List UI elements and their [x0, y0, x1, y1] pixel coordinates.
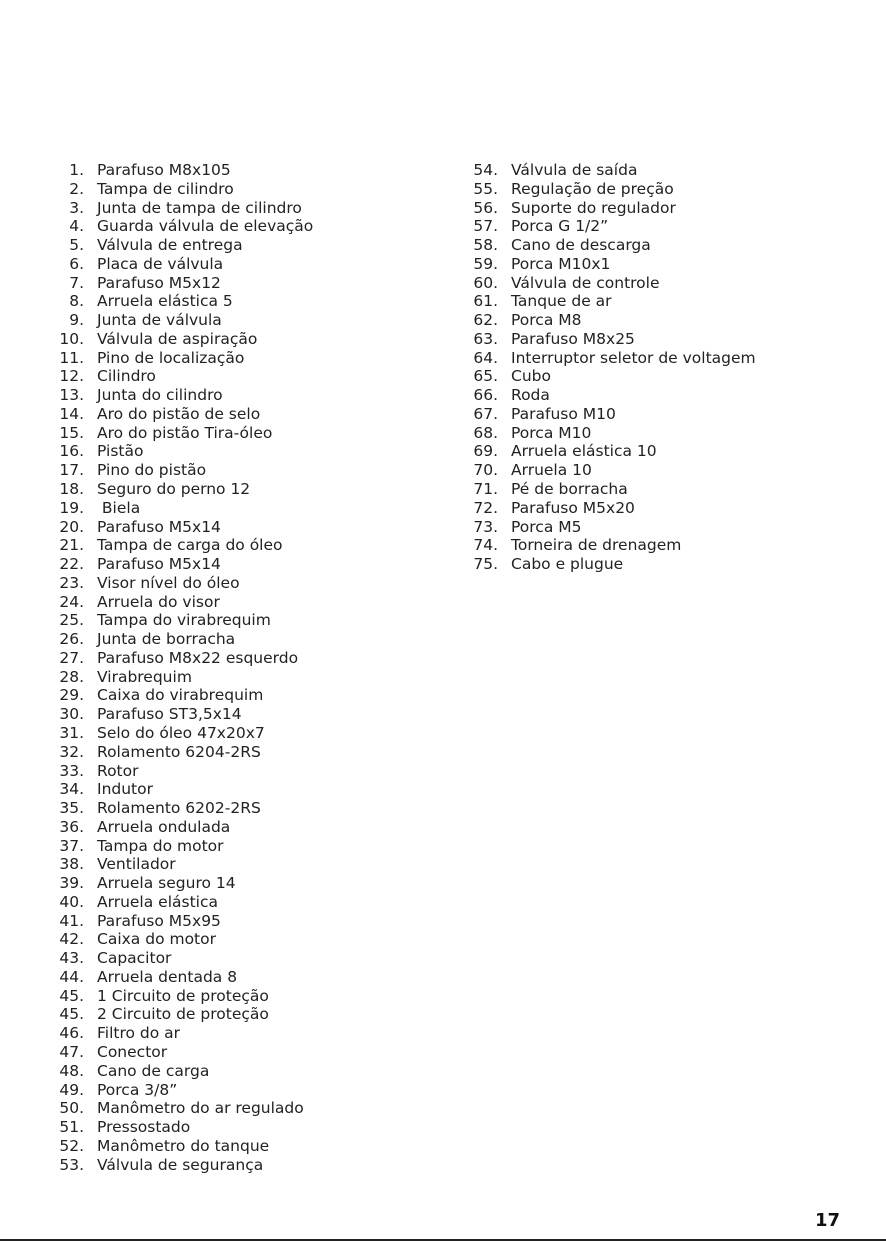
part-name: Parafuso M5x14	[97, 517, 221, 536]
part-name: Parafuso M8x22 esquerdo	[97, 648, 299, 667]
part-list-item	[470, 217, 870, 236]
part-number: 49.	[59, 1080, 84, 1099]
part-number: 31.	[59, 723, 84, 742]
part-list-item	[56, 837, 446, 856]
part-list-item	[56, 1043, 446, 1062]
part-name: Arruela elástica	[97, 892, 218, 911]
part-list-item	[56, 424, 446, 443]
part-number: 74.	[473, 536, 498, 555]
part-list-item	[470, 405, 870, 424]
part-list-item	[470, 349, 870, 368]
part-list-item	[56, 461, 446, 480]
part-name: Válvula de segurança	[97, 1155, 264, 1174]
part-number: 18.	[59, 480, 84, 499]
part-name: Manômetro do ar regulado	[97, 1099, 304, 1118]
part-number: 20.	[59, 517, 84, 536]
part-number: 7.	[69, 273, 84, 292]
part-number: 47.	[59, 1042, 84, 1061]
part-list-item	[470, 199, 870, 218]
part-list-item	[470, 536, 870, 555]
part-number: 21.	[59, 536, 84, 555]
part-name: Cilindro	[97, 367, 156, 386]
part-name: 1 Circuito de proteção	[97, 986, 269, 1005]
part-name: Porca M10x1	[511, 254, 611, 273]
part-number: 17.	[59, 461, 84, 480]
part-number: 59.	[473, 254, 498, 273]
part-number: 73.	[473, 517, 498, 536]
part-name: Tampa de cilindro	[97, 179, 234, 198]
part-list-item	[56, 818, 446, 837]
part-name: Arruela do visor	[97, 592, 220, 611]
part-name: Roda	[511, 386, 550, 405]
part-name: Manômetro do tanque	[97, 1136, 270, 1155]
part-name: Parafuso M5x95	[97, 911, 221, 930]
part-number: 45.	[59, 1005, 84, 1024]
part-name: Arruela dentada 8	[97, 967, 238, 986]
part-list-item	[56, 593, 446, 612]
part-number: 15.	[59, 423, 84, 442]
part-number: 36.	[59, 817, 84, 836]
page-number: 17	[814, 1210, 840, 1231]
part-list-item	[56, 217, 446, 236]
part-name: Tanque de ar	[511, 292, 612, 311]
part-list-item	[56, 611, 446, 630]
part-name: Cano de carga	[97, 1061, 210, 1080]
part-number: 30.	[59, 705, 84, 724]
part-number: 33.	[59, 761, 84, 780]
part-list-item	[56, 668, 446, 687]
part-number: 66.	[473, 386, 498, 405]
part-list-item	[470, 311, 870, 330]
part-number: 35.	[59, 799, 84, 818]
part-list-item	[470, 161, 870, 180]
part-list-item	[56, 367, 446, 386]
part-number: 64.	[473, 348, 498, 367]
part-list-item	[56, 405, 446, 424]
part-name: Válvula de aspiração	[97, 329, 258, 348]
part-name: Aro do pistão Tira-óleo	[97, 423, 273, 442]
part-list-item	[56, 574, 446, 593]
part-number: 9.	[69, 311, 84, 330]
part-number: 14.	[59, 404, 84, 423]
part-number: 28.	[59, 667, 84, 686]
part-number: 50.	[59, 1099, 84, 1118]
part-number: 8.	[69, 292, 84, 311]
part-list-item	[56, 199, 446, 218]
part-name: Parafuso M8x105	[97, 161, 231, 179]
part-number: 37.	[59, 836, 84, 855]
part-number: 68.	[473, 423, 498, 442]
part-list-item	[56, 799, 446, 818]
part-list-item	[470, 330, 870, 349]
part-number: 2.	[69, 179, 84, 198]
part-name: Porca M10	[511, 423, 592, 442]
part-name: Cabo e plugue	[511, 555, 624, 574]
part-name: Junta de tampa de cilindro	[97, 198, 302, 217]
part-number: 51.	[59, 1118, 84, 1137]
part-name: Indutor	[97, 780, 153, 799]
part-name: Aro do pistão de selo	[97, 404, 261, 423]
part-name: Parafuso M8x25	[511, 329, 635, 348]
part-name: Seguro do perno 12	[97, 480, 251, 499]
part-name: Guarda válvula de elevação	[97, 217, 314, 236]
part-name: Pé de borracha	[511, 480, 628, 499]
part-name: Suporte do regulador	[511, 198, 676, 217]
part-name: Parafuso M5x14	[97, 555, 221, 574]
part-list-item	[56, 762, 446, 781]
part-number: 60.	[473, 273, 498, 292]
part-list-item	[56, 1099, 446, 1118]
part-name: Rotor	[97, 761, 139, 780]
part-number: 48.	[59, 1061, 84, 1080]
part-number: 16.	[59, 442, 84, 461]
part-name: Arruela elástica 5	[97, 292, 233, 311]
part-name: Tampa do motor	[97, 836, 224, 855]
part-list-item	[470, 442, 870, 461]
part-name: Pino do pistão	[97, 461, 207, 480]
part-list-item	[56, 1062, 446, 1081]
part-name: Arruela 10	[511, 461, 592, 480]
parts-list-right	[470, 161, 870, 574]
part-name: Interruptor seletor de voltagem	[511, 348, 756, 367]
part-number: 57.	[473, 217, 498, 236]
part-list-item	[56, 255, 446, 274]
part-name: Virabrequim	[97, 667, 192, 686]
part-list-item	[56, 518, 446, 537]
part-name: Tampa do virabrequim	[97, 611, 271, 630]
part-name: Válvula de saída	[511, 161, 638, 179]
part-number: 42.	[59, 930, 84, 949]
part-list-item	[56, 893, 446, 912]
part-list-item	[56, 442, 446, 461]
part-list-item	[470, 292, 870, 311]
part-list-item	[56, 743, 446, 762]
part-list-item	[56, 855, 446, 874]
part-name: Pino de localização	[97, 348, 245, 367]
part-list-item	[56, 949, 446, 968]
part-name: Cano de descarga	[511, 236, 651, 255]
part-list-item	[470, 518, 870, 537]
part-list-item	[56, 274, 446, 293]
part-name: Placa de válvula	[97, 254, 224, 273]
part-name: Junta do cilindro	[97, 386, 223, 405]
parts-list-left	[56, 161, 446, 1174]
part-name: 2 Circuito de proteção	[97, 1005, 269, 1024]
part-name: Cubo	[511, 367, 551, 386]
part-list-item	[56, 874, 446, 893]
part-list-item	[470, 555, 870, 574]
part-list-item	[56, 180, 446, 199]
part-list-item	[56, 649, 446, 668]
part-number: 72.	[473, 498, 498, 517]
part-name: Rolamento 6204-2RS	[97, 742, 261, 761]
part-list-item	[56, 536, 446, 555]
part-number: 26.	[59, 630, 84, 649]
part-name: Porca 3/8”	[97, 1080, 178, 1099]
part-name: Válvula de entrega	[97, 236, 243, 255]
part-list-item	[56, 780, 446, 799]
part-number: 43.	[59, 949, 84, 968]
part-number: 6.	[69, 254, 84, 273]
part-number: 3.	[69, 198, 84, 217]
part-number: 53.	[59, 1155, 84, 1174]
part-number: 10.	[59, 329, 84, 348]
part-list-item	[56, 499, 446, 518]
part-number: 40.	[59, 892, 84, 911]
part-name: Caixa do virabrequim	[97, 686, 264, 705]
part-number: 12.	[59, 367, 84, 386]
part-number: 32.	[59, 742, 84, 761]
part-name: Pressostado	[97, 1118, 191, 1137]
part-name: Arruela ondulada	[97, 817, 231, 836]
part-number: 52.	[59, 1136, 84, 1155]
part-number: 55.	[473, 179, 498, 198]
part-number: 38.	[59, 855, 84, 874]
part-number: 54.	[473, 161, 498, 179]
part-list-item	[56, 555, 446, 574]
part-list-item	[470, 461, 870, 480]
part-name: Pistão	[97, 442, 144, 461]
part-name: Tampa de carga do óleo	[97, 536, 283, 555]
part-list-item	[470, 367, 870, 386]
part-list-item	[470, 480, 870, 499]
part-name: Arruela seguro 14	[97, 874, 236, 893]
part-list-item	[470, 386, 870, 405]
part-name: Parafuso M10	[511, 404, 616, 423]
part-number: 63.	[473, 329, 498, 348]
part-number: 62.	[473, 311, 498, 330]
part-number: 58.	[473, 236, 498, 255]
part-number: 70.	[473, 461, 498, 480]
part-name: Válvula de controle	[511, 273, 660, 292]
part-list-item	[56, 236, 446, 255]
part-number: 29.	[59, 686, 84, 705]
part-list-item	[56, 987, 446, 1006]
part-list-item	[56, 311, 446, 330]
part-list-item	[56, 630, 446, 649]
part-number: 13.	[59, 386, 84, 405]
part-number: 22.	[59, 555, 84, 574]
part-list-item	[470, 274, 870, 293]
part-list-item	[56, 1081, 446, 1100]
part-list-item	[56, 686, 446, 705]
part-list-item	[470, 180, 870, 199]
part-name: Arruela elástica 10	[511, 442, 657, 461]
part-number: 71.	[473, 480, 498, 499]
part-name: Capacitor	[97, 949, 172, 968]
part-number: 11.	[59, 348, 84, 367]
part-number: 1.	[69, 161, 84, 179]
part-list-item	[56, 161, 446, 180]
part-number: 5.	[69, 236, 84, 255]
part-list-item	[56, 386, 446, 405]
part-list-item	[470, 424, 870, 443]
part-number: 39.	[59, 874, 84, 893]
part-name: Visor nível do óleo	[97, 573, 240, 592]
part-list-item	[56, 330, 446, 349]
part-list-item	[56, 292, 446, 311]
part-list-item	[56, 930, 446, 949]
part-number: 56.	[473, 198, 498, 217]
part-number: 19.	[59, 498, 84, 517]
part-name: Porca M5	[511, 517, 582, 536]
part-name: Porca G 1/2”	[511, 217, 609, 236]
part-list-item	[56, 1137, 446, 1156]
part-list-item	[56, 1005, 446, 1024]
part-name: Selo do óleo 47x20x7	[97, 723, 265, 742]
part-list-item	[56, 1118, 446, 1137]
part-list-item	[56, 705, 446, 724]
part-number: 27.	[59, 648, 84, 667]
part-number: 23.	[59, 573, 84, 592]
part-name: Regulação de preção	[511, 179, 674, 198]
part-list-item	[470, 255, 870, 274]
part-list-item	[56, 349, 446, 368]
part-name: Conector	[97, 1042, 168, 1061]
part-number: 45.	[59, 986, 84, 1005]
part-name: Junta de borracha	[97, 630, 236, 649]
part-list-item	[470, 236, 870, 255]
part-name: Parafuso M5x20	[511, 498, 635, 517]
part-number: 34.	[59, 780, 84, 799]
part-name: Biela	[97, 498, 141, 517]
part-name: Rolamento 6202-2RS	[97, 799, 261, 818]
part-name: Parafuso M5x12	[97, 273, 221, 292]
part-number: 25.	[59, 611, 84, 630]
part-list-item	[470, 499, 870, 518]
part-number: 41.	[59, 911, 84, 930]
part-list-item	[56, 912, 446, 931]
part-number: 44.	[59, 967, 84, 986]
part-name: Torneira de drenagem	[511, 536, 682, 555]
part-number: 46.	[59, 1024, 84, 1043]
part-number: 4.	[69, 217, 84, 236]
part-number: 67.	[473, 404, 498, 423]
part-name: Caixa do motor	[97, 930, 216, 949]
part-number: 24.	[59, 592, 84, 611]
part-number: 65.	[473, 367, 498, 386]
part-name: Junta de válvula	[97, 311, 222, 330]
part-list-item	[56, 480, 446, 499]
part-name: Filtro do ar	[97, 1024, 181, 1043]
part-name: Parafuso ST3,5x14	[97, 705, 242, 724]
part-name: Porca M8	[511, 311, 582, 330]
part-list-item	[56, 1156, 446, 1175]
part-name: Ventilador	[97, 855, 176, 874]
part-number: 69.	[473, 442, 498, 461]
part-number: 75.	[473, 555, 498, 574]
part-list-item	[56, 1024, 446, 1043]
part-number: 61.	[473, 292, 498, 311]
part-list-item	[56, 968, 446, 987]
part-list-item	[56, 724, 446, 743]
